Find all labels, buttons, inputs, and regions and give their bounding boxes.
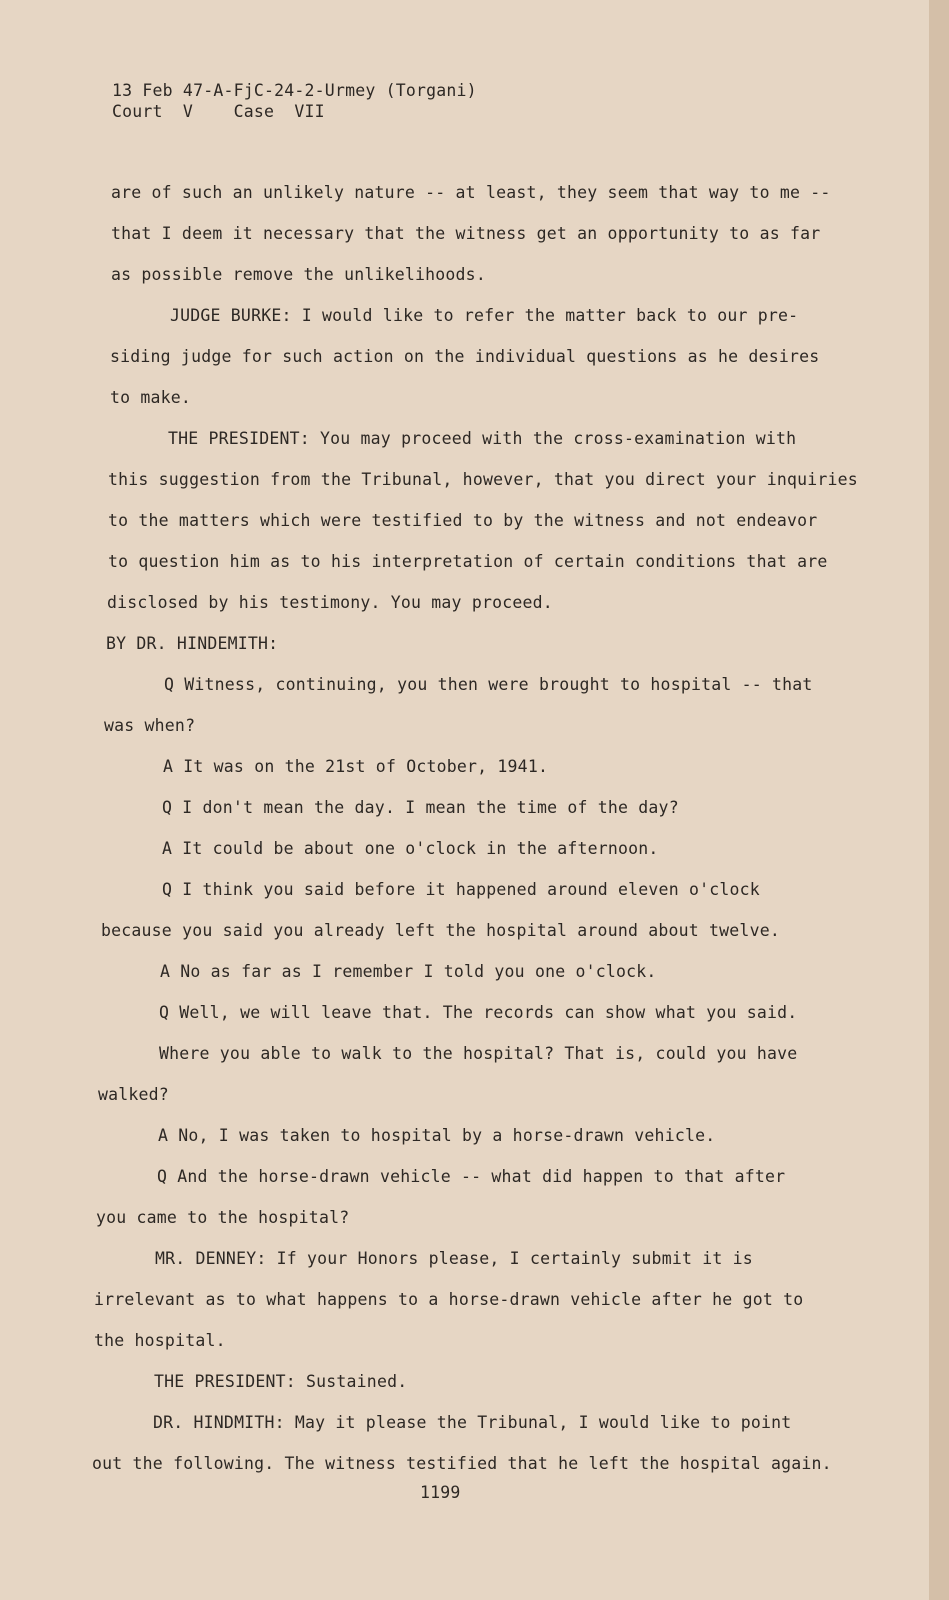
transcript-line: disclosed by his testimony. You may proceed. — [107, 593, 553, 612]
transcript-line: THE PRESIDENT: You may proceed with the cross-examination with — [168, 429, 797, 448]
transcript-line: irrelevant as to what happens to a horse-drawn vehicle after he got to — [94, 1290, 804, 1309]
transcript-line: are of such an unlikely nature -- at least, they seem that way to me -- — [111, 183, 831, 202]
transcript-line: you came to the hospital? — [96, 1208, 350, 1227]
header-reference: 13 Feb 47-A-FjC-24-2-Urmey (Torgani) — [112, 81, 477, 100]
transcript-line: to the matters which were testified to by the witness and not endeavor — [108, 511, 818, 530]
transcript-line: Q I don't mean the day. I mean the time of the day? — [162, 798, 679, 817]
transcript-line: this suggestion from the Tribunal, however, that you direct your inquiries — [108, 470, 858, 489]
transcript-line: Where you able to walk to the hospital? That is, could you have — [159, 1044, 798, 1063]
transcript-line: DR. HINDMITH: May it please the Tribunal, I would like to point — [153, 1413, 792, 1432]
transcript-line: A It was on the 21st of October, 1941. — [163, 757, 549, 776]
page-number: 1199 — [420, 1483, 461, 1502]
transcript-line: JUDGE BURKE: I would like to refer the matter back to our pre- — [170, 306, 799, 325]
transcript-line: A It could be about one o'clock in the afternoon. — [162, 839, 659, 858]
transcript-line: BY DR. HINDEMITH: — [106, 634, 279, 653]
transcript-line: that I deem it necessary that the witness get an opportunity to as far — [111, 224, 821, 243]
transcript-line: MR. DENNEY: If your Honors please, I certainly submit it is — [155, 1249, 753, 1268]
transcript-line: to make. — [110, 388, 192, 407]
transcript-line: as possible remove the unlikelihoods. — [111, 265, 486, 284]
transcript-line: A No as far as I remember I told you one o'clock. — [160, 962, 657, 981]
transcript-line: THE PRESIDENT: Sustained. — [154, 1372, 408, 1391]
transcript-line: the hospital. — [94, 1331, 226, 1350]
transcript-line: siding judge for such action on the individual questions as he desires — [110, 347, 820, 366]
transcript-line: Q Well, we will leave that. The records can show what you said. — [159, 1003, 798, 1022]
transcript-line: to question him as to his interpretation of certain conditions that are — [108, 552, 828, 571]
transcript-line: Q And the horse-drawn vehicle -- what did happen to that after — [157, 1167, 786, 1186]
transcript-line: was when? — [104, 716, 196, 735]
transcript-line: out the following. The witness testified that he left the hospital again. — [92, 1454, 832, 1473]
transcript-line: Q I think you said before it happened around eleven o'clock — [162, 880, 760, 899]
transcript-line: because you said you already left the hospital around about twelve. — [101, 921, 780, 940]
transcript-line: walked? — [98, 1085, 169, 1104]
document-header — [112, 80, 477, 122]
header-court-case: Court V Case VII — [112, 102, 325, 121]
page-edge — [929, 0, 949, 1600]
transcript-line: Q Witness, continuing, you then were brought to hospital -- that — [164, 675, 813, 694]
transcript-line: A No, I was taken to hospital by a horse-drawn vehicle. — [158, 1126, 716, 1145]
